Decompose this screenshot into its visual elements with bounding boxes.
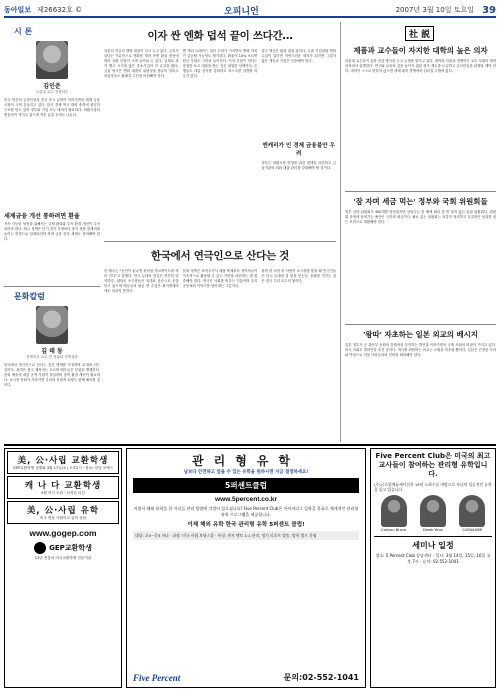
teacher-name: Carlson Bruce — [381, 528, 407, 533]
author-photo — [36, 41, 68, 79]
article-headline: 이자 싼 엔화 덥석 끝이 쓰다간… — [147, 30, 293, 42]
issue-number: 제26632호 © — [37, 6, 83, 14]
divider — [4, 286, 100, 287]
article-body: 엔 캐리 트레이드 청산 우려가 커지면서 엔화 가치가 급등할 가능성도 제기된다. 환율이 10% 오르면 원금 부담도 그만큼 늘어난다. 이자 부담이 적다는 장점만 보고 대출을 받는 것은 위험한 선택이다. 은행들도 대출 심사를 강화하고 리스크를 설명할 의무가 있다. — [182, 49, 258, 79]
ad-title: 美, 公·사립 교환학생 — [17, 456, 109, 466]
teacher-name: CAYNAXIMI — [462, 528, 483, 533]
author-role: 경제학부 교수·전 청와대 정책실장 — [26, 355, 78, 359]
ad-footer — [133, 672, 359, 683]
ad-title: 美, 公·사립 유학 — [26, 506, 100, 516]
five-percent-club-advertisement[interactable] — [370, 448, 496, 688]
masthead — [4, 4, 496, 18]
editorial-body: 서울대 교수들이 총장 선출 방식을 두고 논쟁을 벌이고 있다. 대학의 자율과 경쟁력은 교수 사회의 개혁 의지에서 출발한다. 연구와 교육의 질을 높이기 위한 평가 제도를 도입하고 무사안일한 관행을 깨야 한다. 대학이 스스로 변하지 않으면 세계 대학 경쟁에서 뒤처질 수밖에 없다. — [345, 59, 496, 74]
seminar-details: 장소: 5 Percent Club 강남센터 · 일시: 3월 14일, 15일, 16일 오후 7시 · 문의: 02-552-1041 — [375, 553, 491, 564]
teacher-photos — [374, 495, 492, 532]
page-number: 39 — [482, 4, 496, 16]
article-body: 일본의 저금리 엔화 대출이 다시 늘고 있다. 금리가 낮다는 이유만으로 엔화를 빌려 쓰면 환율 변동에 따라 상환 부담이 크게 늘어날 수 있다. 실제로 과거 엔고 시기에 많은 중소기업이 큰 손실을 봤다. 금융 당국은 엔화 대출의 위험성을 충분히 알리고 차입자들도 환헤지 수단을 마련해야 한다. — [104, 49, 179, 79]
ad-tagline: 13년 전통의 미국교환학생 전문기관 — [34, 556, 92, 560]
ad-info-box: 대상: 초3~중3 자녀 · 과정: 미국 사립 보딩스쿨 · 특징: 현지 멘토 1:1 관리, 정기 리포트 발송, 방학 캠프 운영 — [133, 531, 359, 540]
author-role: 서울대 교수·경제학부 — [35, 90, 69, 94]
ad-url-link[interactable]: www.gogep.com — [29, 528, 97, 538]
ad-box — [7, 501, 119, 524]
ad-brand — [7, 542, 119, 554]
ad-headline: Five Percent Club은 미국의 최고 교사들이 참여하는 관리형 유학입니다. — [375, 452, 491, 478]
author-name: 김인준 — [43, 83, 61, 90]
newspaper-name: 동아일보 — [4, 6, 32, 14]
teacher-photo — [381, 495, 407, 527]
section-title: 오피니언 — [224, 6, 259, 17]
ad-text: 어렸서 해외 유학을 한 자녀들 관리 방법에 걱정이 있으셨나요? Five Percent Club은 아이비리그 입학을 목표로 체계적인 관리형 유학 프로그램을 제공합니다. — [133, 506, 359, 517]
ad-box — [7, 451, 119, 474]
ad-text: GEP교환학생 설명회 3월 17일(토) 오후2시 · 장소: 강남 코엑스 — [12, 466, 114, 470]
article-body: 문화 정책은 보여주기식 대형 축제보다 창작자들이 지속적으로 활동할 수 있는 기반을 마련하는 데 집중해야 한다. 연극은 사회를 비추는 거울이며 우리 공동체의 이야기를 담아내는 그릇이다. — [182, 269, 258, 289]
seminar-info — [374, 536, 492, 564]
ad-banner: 5퍼센트클럽 — [133, 478, 359, 493]
editorial-headline: '잠 자며 세금 먹는' 정부와 국회 위원회들 — [353, 197, 488, 206]
brand-name: GEP교환학생 — [49, 544, 92, 552]
teacher-name: Derek Yeun — [422, 528, 444, 533]
editorial-headline: 제품과 교수들이 자지한 대학의 높은 의자 — [353, 46, 488, 55]
issue-date: 2007년 3월 10일 토요일 — [395, 6, 474, 14]
author-photo — [36, 306, 68, 344]
article-subhead: 세제금융 개선 통하려면 환율 — [4, 213, 80, 220]
editorial-column — [340, 22, 496, 442]
divider — [345, 324, 496, 325]
phone-number[interactable]: 문의:02-552-1041 — [283, 673, 359, 682]
ad-text: (주)글로벌에듀케이션은 15년 노하우를 바탕으로 자녀의 성공적인 유학을 돕고 있습니다. — [374, 482, 492, 493]
left-column — [4, 22, 100, 442]
article-headline: 한국에서 연극인으로 산다는 것 — [150, 250, 290, 262]
ad-text: 미국 명문 사립학교 입학 상담 — [39, 516, 87, 520]
gep-logo-icon — [34, 542, 46, 554]
ad-title: 관리형유학 — [192, 454, 300, 468]
teacher-card — [459, 495, 485, 532]
article-body: 지속 가능한 성장을 위해서는 규제 완화와 투자 환경 개선이 우선되어야 한다. 세금 정책은 단기 경기 부양보다 장기 성장 잠재력을 높이는 방향으로 설계되어야 하며 금융 감독 체계도 정비해야 한다. — [4, 222, 100, 242]
article-body: 결국 핵심은 환율 위험 관리다. 수출 기업처럼 엔화 수입이 있다면 자연스러운 헤지가 되지만 그렇지 않은 개인과 기업은 신중해야 한다. — [261, 49, 337, 64]
teacher-photo — [420, 495, 446, 527]
column-label: 문화칼럼 — [14, 292, 45, 301]
gep-advertisement[interactable] — [4, 448, 122, 688]
article-body: 한국에서 연극인으로 산다는 것은 생계를 걱정하며 무대에 서는 일이다. 관객은 줄고 제작비는 오르며 배우들은 부업을 병행한다. 문화 예술에 대한 공적 지원이 절실하며 창작 환경 개선이 필요하다. 소극장 문화가 사라지면 우리의 문화적 토양도 함께 메마를 것이다. — [4, 363, 100, 388]
author-name: 김 태 동 — [41, 348, 63, 355]
ad-title: 캐 나 다 교환학생 — [24, 481, 102, 491]
column-label: 시 론 — [14, 27, 33, 36]
center-columns — [104, 22, 336, 442]
teacher-card — [381, 495, 407, 532]
ad-tagline: 남보다 안전하고 앞을 수 있는 유학을 원하시면 지금 결정하세요! — [183, 470, 309, 475]
ad-box — [7, 476, 119, 499]
teacher-card — [420, 495, 446, 532]
article-body: 정부는 외환시장 안정을 위한 대책을 마련하고 금융기관의 외화 대출 관리를 강화해야 할 것이다. — [261, 161, 337, 171]
divider — [104, 241, 336, 242]
article-body: 한 배우는 "공연이 끝나면 편의점 아르바이트를 하러 간다"고 말했다. 연극 무대의 현실은 여전히 열악하다. 대학로 소극장들은 임대료 상승으로 문을 닫고 있으며 배우들의 평균 연 수입은 최저생계비에도 미치지 못한다. — [104, 269, 179, 294]
teacher-photo — [459, 495, 485, 527]
divider — [345, 191, 496, 192]
editorial-body: 정부 산하 위원회가 400개를 넘어섰지만 상당수는 한 해에 회의 한 번 열지 않는 유령 위원회다. 위원회 운영에 들어가는 예산은 국민의 세금이다. 필요 없는 위원회는 과감히 정리하고 실질적인 성과를 내는 조직으로 재편해야 한다. — [345, 210, 496, 225]
article-subhead: 엔캐리가 인 경제 금융불안 우려 — [262, 143, 335, 157]
advertisement-section — [4, 444, 496, 688]
editorial-headline: '왕따' 자초하는 일본 외교의 베시지 — [363, 330, 478, 339]
editorial-body: 일본 정부가 군 위안부 동원의 강제성을 부인하는 발언을 이어가면서 국제 사회의 비판이 커지고 있다. 미국 의회도 결의안을 추진 중이다. 역사를 외면하는 외교는 고립을 자초할 뿐이다. 일본은 진정한 사과와 반성으로 이웃 나라들과의 신뢰를 회복해야 한다. — [345, 343, 496, 358]
five-percent-logo: Five Percent — [133, 672, 181, 683]
ad-url-link[interactable]: www.5percent.co.kr — [214, 496, 278, 503]
editorial-tag: 社 説 — [405, 26, 434, 41]
seminar-title: 세미나 일정 — [412, 541, 454, 551]
ad-highlight: 이제 해외 유학 한국 관리형 유학 5퍼센트 클럽! — [187, 522, 305, 529]
ad-text: 9월 학기 모집 · 선착순 마감 — [41, 491, 85, 495]
article-body: 미국 연준의 금리인상과 중국 증시 급락이 이어지면서 세계 금융시장이 크게 흔들리고 있다. 한국 경제 역시 대외 충격에 취약한 구조를 안고 있어 정부와 기업 모두 대비가 필요하다. 외환시장의 변동성이 커지고 있으며 자본 유출 우려도 나온다. — [4, 98, 100, 118]
article-body: 관객 한 사람 한 사람이 소극장을 찾을 때 연극인들은 다시 무대에 설 힘을 얻는다. 문화를 지키는 것은 결국 우리 모두의 몫이다. — [261, 269, 337, 284]
five-percent-advertisement[interactable] — [126, 448, 366, 688]
